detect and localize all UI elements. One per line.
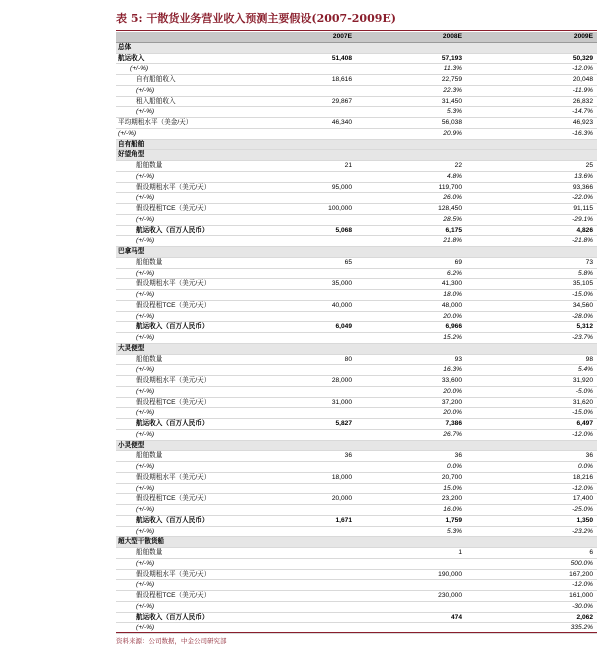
table-row — [116, 97, 597, 108]
subsection-row — [116, 247, 597, 258]
section-row — [116, 43, 597, 54]
cell-2009e: 98 — [585, 355, 593, 363]
cell-2007e: 80 — [344, 355, 352, 363]
row-label: (+/-%) — [136, 108, 155, 116]
cell-2008e: 20.9% — [443, 129, 462, 137]
row-label: 假设期租水平（美元/天） — [136, 183, 211, 191]
cell-2008e: 33,600 — [441, 377, 462, 384]
row-label: (+/-%) — [136, 463, 155, 470]
row-label: (+/-%) — [136, 430, 155, 438]
table-row — [116, 602, 597, 613]
cell-2009e: 46,923 — [572, 119, 593, 126]
cell-2009e: 36 — [585, 452, 593, 460]
cell-2007e: 18,000 — [331, 473, 352, 481]
cell-2009e: -23.2% — [572, 527, 593, 535]
cell-2007e: 5,827 — [335, 420, 352, 427]
row-label: 自有船舶收入 — [136, 76, 176, 83]
row-label: 航运收入（百万人民币） — [136, 516, 209, 524]
row-label: (+/-%) — [136, 312, 155, 320]
row-label: 航运收入（百万人民币） — [136, 323, 209, 331]
row-label: 船舶数量 — [136, 549, 163, 556]
cell-2008e: 15.0% — [443, 484, 462, 492]
row-label: (+/-%) — [136, 527, 155, 535]
cell-2008e: 7,386 — [445, 420, 462, 427]
table-row — [116, 365, 597, 376]
bottom-rule — [116, 632, 597, 633]
cell-2008e: 1,759 — [445, 516, 462, 524]
table-row — [116, 129, 597, 140]
cell-2009e: 5.8% — [577, 269, 593, 277]
cell-2008e: 37,200 — [441, 398, 462, 406]
cell-2009e: 20,048 — [572, 76, 593, 83]
row-label: 假设程租TCE（美元/天） — [136, 301, 211, 309]
cell-2008e: 5.3% — [446, 108, 462, 116]
table-row — [116, 54, 597, 65]
cell-2009e: 5,312 — [576, 323, 593, 331]
table-row — [116, 516, 597, 527]
cell-2008e: 23,200 — [441, 495, 462, 503]
cell-2008e: 18.0% — [443, 291, 462, 298]
cell-2007e: 40,000 — [331, 301, 352, 309]
column-header-2008e: 2008E — [442, 33, 462, 40]
cell-2008e: 474 — [450, 613, 462, 621]
table-row — [116, 279, 597, 290]
row-label: 假设程租TCE（美元/天） — [136, 205, 211, 212]
row-label: 超大型干散货船 — [118, 538, 165, 546]
table-row — [116, 484, 597, 495]
cell-2008e: 20.0% — [443, 409, 462, 417]
row-label: 假设期租水平（美元/天） — [136, 473, 211, 481]
cell-2008e: 119,700 — [438, 183, 462, 191]
row-label: (+/-%) — [136, 559, 155, 567]
cell-2009e: 1,350 — [576, 516, 593, 524]
cell-2007e: 36 — [344, 452, 352, 460]
row-label: (+/-%) — [118, 129, 137, 137]
cell-2008e: 11.3% — [443, 65, 462, 73]
table-title: 表 5: 干散货业务营业收入预测主要假设(2007-2009E) — [116, 12, 396, 25]
row-label: (+/-%) — [136, 484, 155, 492]
forecast-table — [116, 32, 597, 634]
cell-2009e: 167,200 — [569, 570, 593, 578]
row-label: 航运收入（百万人民币） — [136, 420, 209, 427]
table-row — [116, 548, 597, 559]
column-header-2009e: 2009E — [573, 33, 593, 40]
cell-2007e: 6,049 — [335, 323, 352, 331]
row-label: (+/-%) — [136, 387, 155, 395]
cell-2008e: 20.0% — [443, 312, 462, 320]
cell-2009e: 335.2% — [570, 624, 593, 632]
subsection-row — [116, 150, 597, 161]
row-label: (+/-%) — [136, 172, 155, 180]
table-row — [116, 86, 597, 97]
cell-2009e: -21.8% — [572, 237, 593, 245]
row-label: 假设程租TCE（美元/天） — [136, 592, 211, 599]
cell-2009e: -16.3% — [572, 129, 593, 137]
table-row — [116, 398, 597, 409]
cell-2009e: 31,620 — [572, 398, 593, 406]
cell-2008e: 6,966 — [445, 323, 462, 331]
cell-2009e: 50,329 — [572, 54, 593, 62]
row-label: 航运收入（百万人民币） — [136, 613, 209, 621]
row-label: 好望角型 — [118, 151, 145, 159]
table-row — [116, 107, 597, 118]
column-header-2007e: 2007E — [332, 33, 352, 40]
cell-2007e: 21 — [344, 162, 352, 169]
cell-2007e: 5,068 — [335, 226, 352, 234]
row-label: (+/-%) — [136, 366, 155, 374]
cell-2008e: 20.0% — [443, 387, 462, 395]
cell-2009e: -12.0% — [572, 484, 593, 492]
top-rule — [116, 30, 597, 31]
row-label: 船舶数量 — [136, 452, 163, 460]
cell-2009e: 31,920 — [572, 377, 593, 384]
table-row — [116, 355, 597, 366]
cell-2009e: -22.0% — [572, 194, 593, 202]
row-label: (+/-%) — [130, 65, 149, 73]
table-row — [116, 613, 597, 624]
cell-2008e: 48,000 — [441, 301, 462, 309]
cell-2008e: 20,700 — [441, 473, 462, 481]
cell-2008e: 22,759 — [441, 76, 462, 83]
row-label: 假设程租TCE（美元/天） — [136, 398, 211, 406]
cell-2007e: 29,867 — [331, 97, 352, 105]
cell-2008e: 16.0% — [443, 506, 462, 513]
cell-2007e: 65 — [344, 258, 352, 266]
table-row — [116, 570, 597, 581]
cell-2009e: -15.0% — [572, 409, 593, 417]
table-row — [116, 494, 597, 505]
table-row — [116, 580, 597, 591]
row-label: (+/-%) — [136, 334, 155, 341]
cell-2007e: 31,000 — [331, 398, 352, 406]
cell-2009e: -30.0% — [572, 602, 593, 610]
cell-2009e: 91,115 — [573, 205, 593, 212]
cell-2009e: -15.0% — [572, 291, 593, 298]
cell-2009e: 4,826 — [576, 226, 593, 234]
row-label: 航运收入（百万人民币） — [136, 226, 209, 234]
cell-2008e: 0.0% — [446, 463, 462, 470]
section-row — [116, 140, 597, 151]
cell-2009e: 35,105 — [572, 280, 593, 288]
cell-2009e: -11.9% — [572, 86, 593, 94]
cell-2009e: -12.0% — [572, 65, 593, 73]
table-row — [116, 193, 597, 204]
table-body — [116, 43, 597, 634]
cell-2008e: 6.2% — [446, 269, 462, 277]
cell-2009e: 13.6% — [574, 172, 593, 180]
table-row — [116, 527, 597, 538]
row-label: 小灵便型 — [118, 441, 145, 449]
source-note: 资料来源：公司数据，中金公司研究部 — [116, 637, 227, 645]
table-row — [116, 505, 597, 516]
cell-2009e: 34,560 — [572, 301, 593, 309]
row-label: 租入船舶收入 — [136, 97, 176, 105]
cell-2009e: 500.0% — [570, 559, 593, 567]
row-label: (+/-%) — [136, 194, 155, 202]
row-label: 假设期租水平（美元/天） — [136, 377, 211, 384]
row-label: 平均期租水平（美金/天） — [118, 119, 193, 126]
cell-2009e: 17,400 — [572, 495, 593, 503]
cell-2008e: 69 — [454, 258, 462, 266]
table-row — [116, 236, 597, 247]
cell-2008e: 15.2% — [443, 334, 462, 341]
cell-2009e: -25.0% — [572, 506, 593, 513]
cell-2008e: 41,300 — [441, 280, 462, 288]
cell-2008e: 230,000 — [438, 592, 462, 599]
cell-2009e: -12.0% — [572, 430, 593, 438]
table-row — [116, 591, 597, 602]
cell-2007e: 28,000 — [331, 377, 352, 384]
table-row — [116, 559, 597, 570]
cell-2008e: 1 — [458, 549, 462, 556]
table-row — [116, 215, 597, 226]
table-row — [116, 322, 597, 333]
cell-2008e: 57,193 — [441, 54, 462, 62]
cell-2009e: -29.1% — [572, 215, 593, 223]
cell-2009e: 26,832 — [572, 97, 593, 105]
row-label: (+/-%) — [136, 269, 155, 277]
row-label: 总体 — [118, 43, 132, 51]
cell-2007e: 95,000 — [331, 183, 352, 191]
table-row — [116, 204, 597, 215]
row-label: (+/-%) — [136, 581, 155, 589]
cell-2009e: -23.7% — [572, 334, 593, 341]
table-row — [116, 312, 597, 323]
cell-2009e: 161,000 — [569, 592, 593, 599]
table-row — [116, 462, 597, 473]
cell-2009e: 25 — [585, 162, 593, 169]
cell-2009e: -28.0% — [572, 312, 593, 320]
cell-2008e: 21.8% — [443, 237, 462, 245]
row-label: (+/-%) — [136, 506, 155, 513]
cell-2009e: 93,366 — [572, 183, 593, 191]
row-label: (+/-%) — [136, 86, 155, 94]
subsection-row — [116, 344, 597, 355]
row-label: 假设程租TCE（美元/天） — [136, 495, 211, 503]
table-row — [116, 301, 597, 312]
cell-2008e: 6,175 — [445, 226, 462, 234]
cell-2007e: 46,340 — [331, 119, 352, 126]
row-label: (+/-%) — [136, 291, 155, 298]
row-label: 船舶数量 — [136, 258, 163, 266]
table-row — [116, 161, 597, 172]
cell-2008e: 22.3% — [443, 86, 462, 94]
cell-2008e: 26.7% — [443, 430, 462, 438]
table-row — [116, 64, 597, 75]
cell-2009e: -14.7% — [572, 108, 593, 116]
table-header-row — [116, 32, 597, 43]
cell-2008e: 190,000 — [438, 570, 462, 578]
cell-2009e: 0.0% — [577, 463, 593, 470]
cell-2008e: 93 — [454, 355, 462, 363]
table-row — [116, 473, 597, 484]
table-row — [116, 387, 597, 398]
row-label: (+/-%) — [136, 215, 155, 223]
table-row — [116, 269, 597, 280]
table-row — [116, 183, 597, 194]
cell-2007e: 51,408 — [331, 54, 352, 62]
cell-2008e: 56,038 — [441, 119, 462, 126]
row-label: 航运收入 — [118, 54, 145, 62]
cell-2008e: 31,450 — [441, 97, 462, 105]
cell-2009e: 73 — [585, 258, 593, 266]
cell-2009e: 18,216 — [572, 473, 593, 481]
table-row — [116, 118, 597, 129]
cell-2007e: 20,000 — [331, 495, 352, 503]
cell-2008e: 36 — [454, 452, 462, 460]
cell-2008e: 28.5% — [443, 215, 462, 223]
cell-2009e: 2,062 — [576, 613, 593, 621]
table-row — [116, 451, 597, 462]
row-label: 假设期租水平（美元/天） — [136, 280, 211, 288]
cell-2008e: 26.0% — [443, 194, 462, 202]
table-row — [116, 75, 597, 86]
table-row — [116, 333, 597, 344]
row-label: 巴拿马型 — [118, 248, 145, 255]
cell-2009e: 6,497 — [576, 420, 593, 427]
row-label: (+/-%) — [136, 624, 155, 632]
cell-2009e: -12.0% — [572, 581, 593, 589]
cell-2008e: 128,450 — [438, 205, 462, 212]
row-label: 船舶数量 — [136, 355, 163, 363]
cell-2007e: 1,671 — [335, 516, 352, 524]
row-label: (+/-%) — [136, 409, 155, 417]
row-label: 自有船舶 — [118, 140, 145, 148]
cell-2009e: 6 — [589, 549, 593, 556]
row-label: 船舶数量 — [136, 162, 163, 169]
cell-2009e: -5.0% — [575, 387, 593, 395]
table-row — [116, 376, 597, 387]
table-row — [116, 226, 597, 237]
table-row — [116, 290, 597, 301]
table-row — [116, 172, 597, 183]
cell-2008e: 22 — [454, 162, 462, 169]
row-label: (+/-%) — [136, 237, 155, 245]
cell-2007e: 18,616 — [331, 76, 352, 83]
cell-2009e: 5.4% — [577, 366, 593, 374]
row-label: (+/-%) — [136, 602, 155, 610]
table-row — [116, 419, 597, 430]
cell-2008e: 4.8% — [446, 172, 462, 180]
row-label: 假设期租水平（美元/天） — [136, 570, 211, 578]
cell-2007e: 100,000 — [328, 205, 352, 212]
cell-2008e: 5.3% — [446, 527, 462, 535]
row-label: 大灵便型 — [118, 344, 145, 352]
cell-2008e: 16.3% — [443, 366, 462, 374]
table-row — [116, 430, 597, 441]
table-row — [116, 258, 597, 269]
cell-2007e: 35,000 — [331, 280, 352, 288]
subsection-row — [116, 537, 597, 548]
subsection-row — [116, 441, 597, 452]
table-row — [116, 408, 597, 419]
